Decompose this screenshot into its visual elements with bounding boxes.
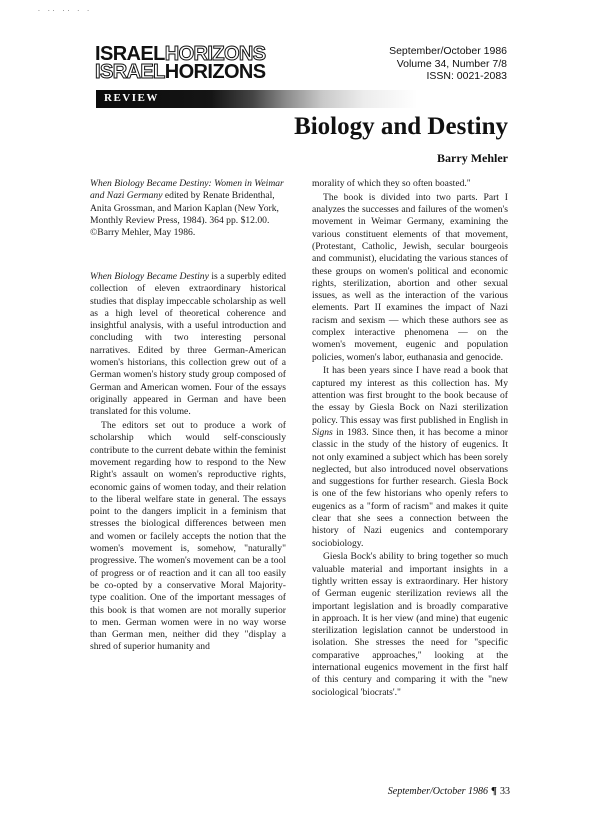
issue-date: September/October 1986 (389, 45, 507, 57)
page-footer (340, 785, 510, 797)
footer-date: September/October 1986 (387, 786, 489, 797)
logo-text-solid: HORIZONS (164, 61, 266, 83)
article-author: Barry Mehler (437, 151, 508, 165)
paragraph-text: in 1983. Since then, it has become a minor classic in the study of the history of eugenics. It not only examined a subject which has been sorely neglected, but also introduced novel observations and suggestions for further research. Giesla Bock is one of the few historians who openly refers to eugenics as a "form of racism" and makes it quite clear that she sees a connection between the history of Nazi eugenics and contemporary sociobiology. (312, 426, 508, 549)
citation-book-title: When Biology Became Destiny: Women in Weimar and Nazi Germany (90, 178, 284, 202)
paragraph-text: is a superbly edited collection of eleven extraordinary historical studies that display impeccable scholarship as well as a high level of theoretical coherence and insightful analysis, with a useful introduction and concluding with two interesting personal narratives. Edited by three German-American women's historians, this collection grew out of a German women's history study group composed of German and American women. Four of the essays originally appeared in German and have been translated for this volume. (90, 271, 287, 418)
book-citation (90, 178, 286, 239)
issue-info (380, 45, 507, 83)
volume-number: Volume 34, Number 7/8 (396, 57, 507, 70)
paragraph: morality of which they so often boasted." (312, 178, 471, 189)
paragraph: The book is divided into two parts. Part I analyzes the successes and failures of the women's movement in Weimar Germany, examining the various constituent elements of that movement, (Protestant, Catholic, Jewish, secular bourgeois and communist), elucidating the various stances of these groups on women's political and economic rights, sterilization, abortion and other sexual issues, as well as the interaction of the various elements. Part II examines the impact of Nazi racism and sexism — which these authors see as complex interactive phenomena — on the women's movement, eugenic and population policies, women's labor, euthanasia and genocide. (312, 191, 508, 363)
article-title: Biology and Destiny (294, 113, 508, 140)
book-title-ref: When Biology Became Destiny (90, 271, 209, 282)
paragraph (90, 271, 286, 419)
issn: ISSN: 0021-2083 (426, 70, 507, 82)
body-column-left (90, 271, 286, 655)
scan-specks: . .. .. . . (38, 6, 92, 13)
section-banner (96, 90, 508, 108)
publication-mark-icon: ¶ (491, 785, 497, 797)
paragraph (312, 365, 508, 549)
paragraph-text: It has been years since I have read a book that captured my interest as this collection has. My attention was first brought to the book because of the essay by Giesla Bock on Nazi sterilization policy. This essay was first published in English in (312, 365, 508, 426)
body-column-right (312, 178, 508, 700)
paragraph: Giesla Bock's ability to bring together so much valuable material and important insights in a tightly written essay is extraordinary. Her history of German eugenic sterilization reviews all the important legislation and is broadly comparative in approach. It is her view (and mine) that eugenic sterilization legislation cannot be understood in isolation. She stresses the need for "specific comparative approaches," looking at the international eugenics movement in the first half of this century and comparing it with the "new sociological 'biocrats'." (312, 551, 508, 698)
logo-text-outline: HORIZONS (164, 43, 266, 65)
paragraph: The editors set out to produce a work of scholarship which would self-consciously contribute to the current debate within the feminist movement regarding how to respond to the New Right's assault on women's reproductive rights, economic gains of women today, and their relation to the liberal welfare state in general. The essays point to the dangers implicit in a feminism that stresses the biological differences between men and women or facilely accepts the notion that the women's movement is, somehow, "naturally" progressive. The women's movement can be a tool of progress or of reaction and it can all too easily be co-opted by a conservative Moral Majority-type coalition. One of the important messages of this book is that women are not morally superior to men. German women were in no way worse than German men, neither did they "display a shred of superior humanity and (90, 420, 286, 653)
logo-line-2 (95, 63, 266, 82)
section-label: REVIEW (104, 92, 159, 104)
citation-details: edited by Renate Bridenthal, Anita Grossman, and Marion Kaplan (New York, Monthly Review Press, 1984). 364 pp. $12.00. ©Barry Mehler, May 1986. (90, 190, 279, 239)
journal-title-ref: Signs (312, 426, 333, 438)
page-number: 33 (500, 786, 510, 797)
logo-text-solid: ISRAEL (95, 43, 165, 65)
logo-text-outline: ISRAEL (95, 61, 165, 83)
publication-logo (95, 45, 277, 83)
